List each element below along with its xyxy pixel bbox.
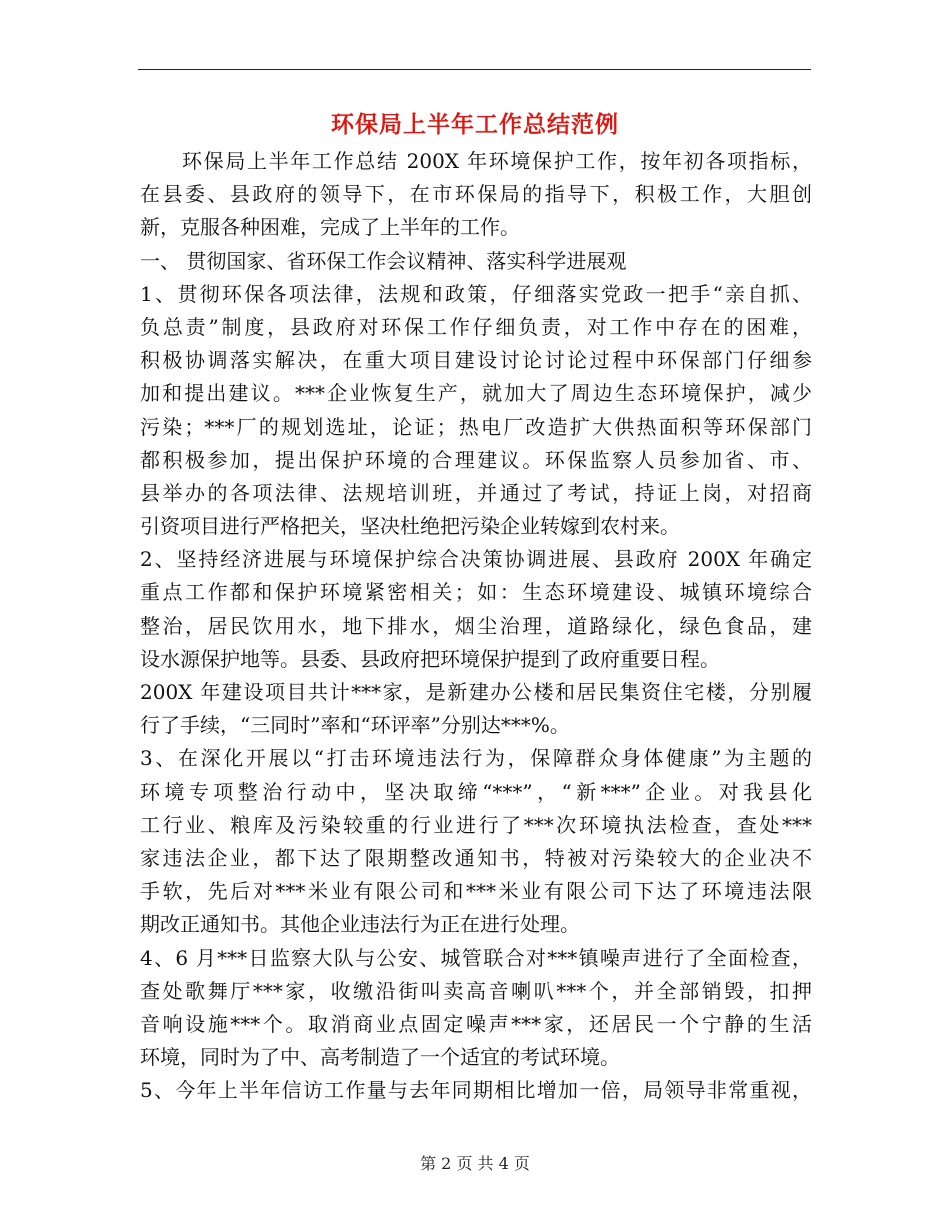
body-line: 5、今年上半年信访工作量与去年同期相比增加一倍，局领导非常重视， xyxy=(140,1078,812,1103)
body-line: 环境，同时为了中、高考制造了一个适宜的考试环境。 xyxy=(140,1045,620,1070)
body-line: 积极协调落实解决，在重大项目建设讨论讨论过程中环保部门仔细参 xyxy=(140,348,812,373)
section-heading: 一、 贯彻国家、省环保工作会议精神、落实科学进展观 xyxy=(140,248,627,273)
page-number: 第 2 页 共 4 页 xyxy=(420,1154,530,1173)
body-line: 环保局上半年工作总结 200X 年环境保护工作，按年初各项指标， xyxy=(182,149,812,173)
document-body xyxy=(140,145,812,1107)
body-line: 工行业、粮库及污染较重的行业进行了***次环境执法检查，查处*** xyxy=(140,812,812,837)
body-line: 县举办的各项法律、法规培训班，并通过了考试，持证上岗，对招商 xyxy=(140,480,812,505)
body-line: 200X 年建设项目共计***家，是新建办公楼和居民集资住宅楼，分别履 xyxy=(140,680,812,704)
body-line: 都积极参加，提出保护环境的合理建议。环保监察人员参加省、市、 xyxy=(140,447,812,472)
body-line: 污染；***厂的规划选址，论证；热电厂改造扩大供热面积等环保部门 xyxy=(140,414,812,439)
body-line: 期改正通知书。其他企业违法行为正在进行处理。 xyxy=(140,912,580,937)
body-line: 重点工作都和保护环境紧密相关；如：生态环境建设、城镇环境综合 xyxy=(140,580,812,605)
body-line: 2、坚持经济进展与环境保护综合决策协调进展、县政府 200X 年确定 xyxy=(140,547,812,572)
body-line: 加和提出建议。***企业恢复生产，就加大了周边生态环境保护，减少 xyxy=(140,381,812,406)
body-line: 4、6 月***日监察大队与公安、城管联合对***镇噪声进行了全面检查， xyxy=(140,945,812,970)
body-line: 设水源保护地等。县委、县政府把环境保护提到了政府重要日程。 xyxy=(140,646,720,671)
body-line: 音响设施***个。取消商业点固定噪声***家，还居民一个宁静的生活 xyxy=(140,1011,812,1036)
header-rule xyxy=(138,69,811,70)
body-line: 家违法企业，都下达了限期整改通知书，特被对污染较大的企业决不 xyxy=(140,845,812,870)
body-line: 新，克服各种困难，完成了上半年的工作。 xyxy=(140,215,520,240)
body-line: 整治，居民饮用水，地下排水，烟尘治理，道路绿化，绿色食品，建 xyxy=(140,613,812,638)
body-line: 负总责”制度，县政府对环保工作仔细负责，对工作中存在的困难， xyxy=(140,314,812,339)
body-line: 查处歌舞厅***家，收缴沿街叫卖高音喇叭***个，并全部销毁，扣押 xyxy=(140,978,812,1003)
body-line: 环境专项整治行动中，坚决取缔“***”，“新***”企业。对我县化 xyxy=(140,779,812,804)
body-line: 在县委、县政府的领导下，在市环保局的指导下，积极工作，大胆创 xyxy=(140,182,812,207)
body-line: 3、在深化开展以“打击环境违法行为，保障群众身体健康”为主题的 xyxy=(140,746,812,771)
body-line: 手软，先后对***米业有限公司和***米业有限公司下达了环境违法限 xyxy=(140,879,812,904)
body-line: 1、贯彻环保各项法律，法规和政策，仔细落实党政一把手“亲自抓、 xyxy=(140,281,812,306)
body-line: 行了手续，“三同时”率和“环评率”分别达***%。 xyxy=(140,713,570,738)
document-title: 环保局上半年工作总结范例 xyxy=(331,112,619,138)
body-line: 引资项目进行严格把关，坚决杜绝把污染企业转嫁到农村来。 xyxy=(140,514,680,539)
